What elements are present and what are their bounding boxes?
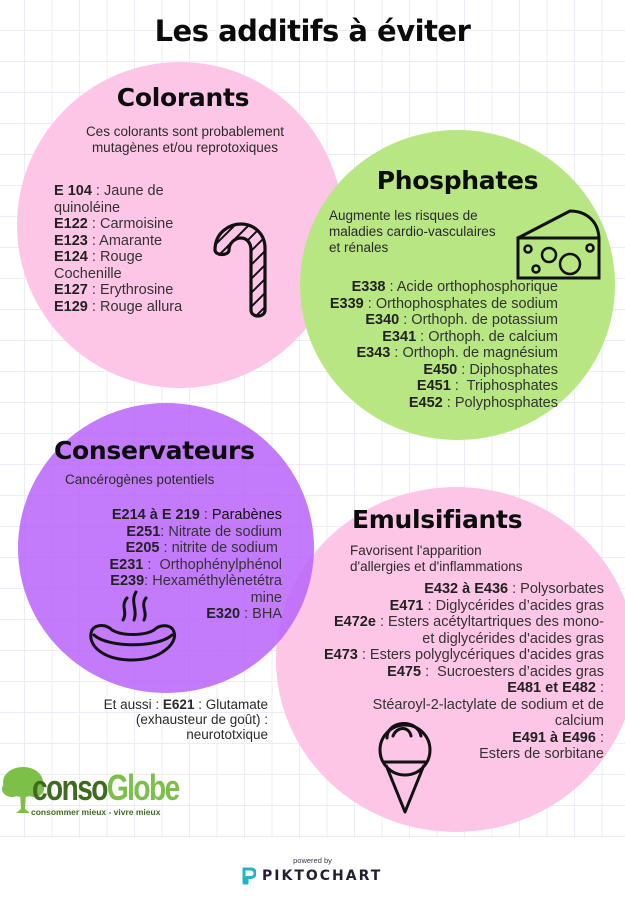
list-item: E451 : Triphosphates <box>416 378 558 394</box>
list-item-continuation: Stéaroyl-2-lactylate de sodium et de <box>372 696 604 713</box>
list-item: E452 : Polyphosphates <box>408 394 558 411</box>
emulsifiants-heading: Emulsifiants <box>352 505 523 534</box>
list-item-continuation: mine <box>250 589 282 606</box>
list-item: E 104 : Jaune de <box>54 183 164 199</box>
phosphates-list <box>290 279 558 411</box>
logo-part-conso: conso <box>32 767 107 808</box>
list-item: E341 : Orthoph. de calcium <box>382 328 558 345</box>
list-item: E214 à E 219 : Parabènes <box>111 507 282 523</box>
list-item: E320 : BHA <box>206 606 282 622</box>
logo-tagline: consommer mieux - vivre mieux <box>31 807 161 817</box>
colorants-list <box>54 183 214 315</box>
logo-part-globe: Globe <box>106 767 179 808</box>
phosphates-heading: Phosphates <box>376 166 539 195</box>
list-item: E491 à E496 : <box>512 729 604 746</box>
list-item-continuation: calcium <box>554 713 604 729</box>
list-item: E450 : Diphosphates <box>423 361 558 378</box>
conservateurs-heading: Conservateurs <box>54 436 255 465</box>
list-item: E473 : Esters polyglycériques d'acides gras <box>323 647 604 663</box>
list-item: E251: Nitrate de sodium <box>126 523 282 540</box>
cheese-icon <box>515 206 605 281</box>
list-item: E122 : Carmoisine <box>54 216 174 232</box>
list-item-continuation: Esters de sorbitane <box>479 746 604 762</box>
list-item: E472e : Esters acétyltartriques des mono- <box>333 614 604 630</box>
list-item: E339 : Orthophosphates de sodium <box>329 295 558 312</box>
list-item: E123 : Amarante <box>54 232 163 249</box>
piktochart-icon <box>242 867 256 885</box>
ice-cream-cone-icon <box>375 710 435 815</box>
list-item: E124 : Rouge <box>54 249 143 265</box>
list-item-continuation: Cochenille <box>54 265 122 282</box>
list-item: E481 et E482 : <box>507 680 604 696</box>
colorants-subtitle: Ces colorants sont probablement mutagènes et/ou reprotoxiques <box>85 124 285 155</box>
list-item: E127 : Erythrosine <box>54 282 174 298</box>
list-item: E129 : Rouge allura <box>54 298 183 315</box>
list-item: E205 : nitrite de sodium <box>125 540 282 556</box>
emulsifiants-list <box>290 581 604 763</box>
candy-cane-icon <box>210 220 268 320</box>
emulsifiants-subtitle: Favorisent l'apparition d'allergies et d'inflammations <box>350 543 523 574</box>
conservateurs-subtitle: Cancérogènes potentiels <box>65 472 215 487</box>
page-title: Les additifs à éviter <box>154 14 471 48</box>
list-item: E343 : Orthoph. de magnésium <box>356 345 558 361</box>
colorants-heading: Colorants <box>116 83 250 112</box>
list-item-continuation: quinoléine <box>54 199 121 216</box>
phosphates-subtitle: Augmente les risques de maladies cardio-vasculaires et rénales <box>329 208 496 255</box>
sausage-steaming-icon <box>82 590 184 665</box>
powered-by-label: powered by <box>293 856 332 865</box>
list-item: E340 : Orthoph. de potassium <box>365 312 558 328</box>
list-item: E432 à E436 : Polysorbates <box>424 581 604 597</box>
list-item-continuation: et diglycérides d'acides gras <box>422 630 604 647</box>
list-item: E475 : Sucroesters d’acides gras <box>387 663 604 680</box>
piktochart-logo[interactable] <box>242 867 382 885</box>
list-item: E231 : Orthophénylphénol <box>109 556 282 573</box>
piktochart-wordmark: PIKTOCHART <box>262 868 383 884</box>
list-item: E338 : Acide orthophosphorique <box>351 279 558 295</box>
list-item: E239: Hexaméthylènetétra <box>110 573 282 589</box>
also-note: Et aussi : E621 : Glutamate (exhausteur de goût) : neurototxique <box>103 697 268 742</box>
list-item: E471 : Diglycérides d’acides gras <box>389 597 604 614</box>
